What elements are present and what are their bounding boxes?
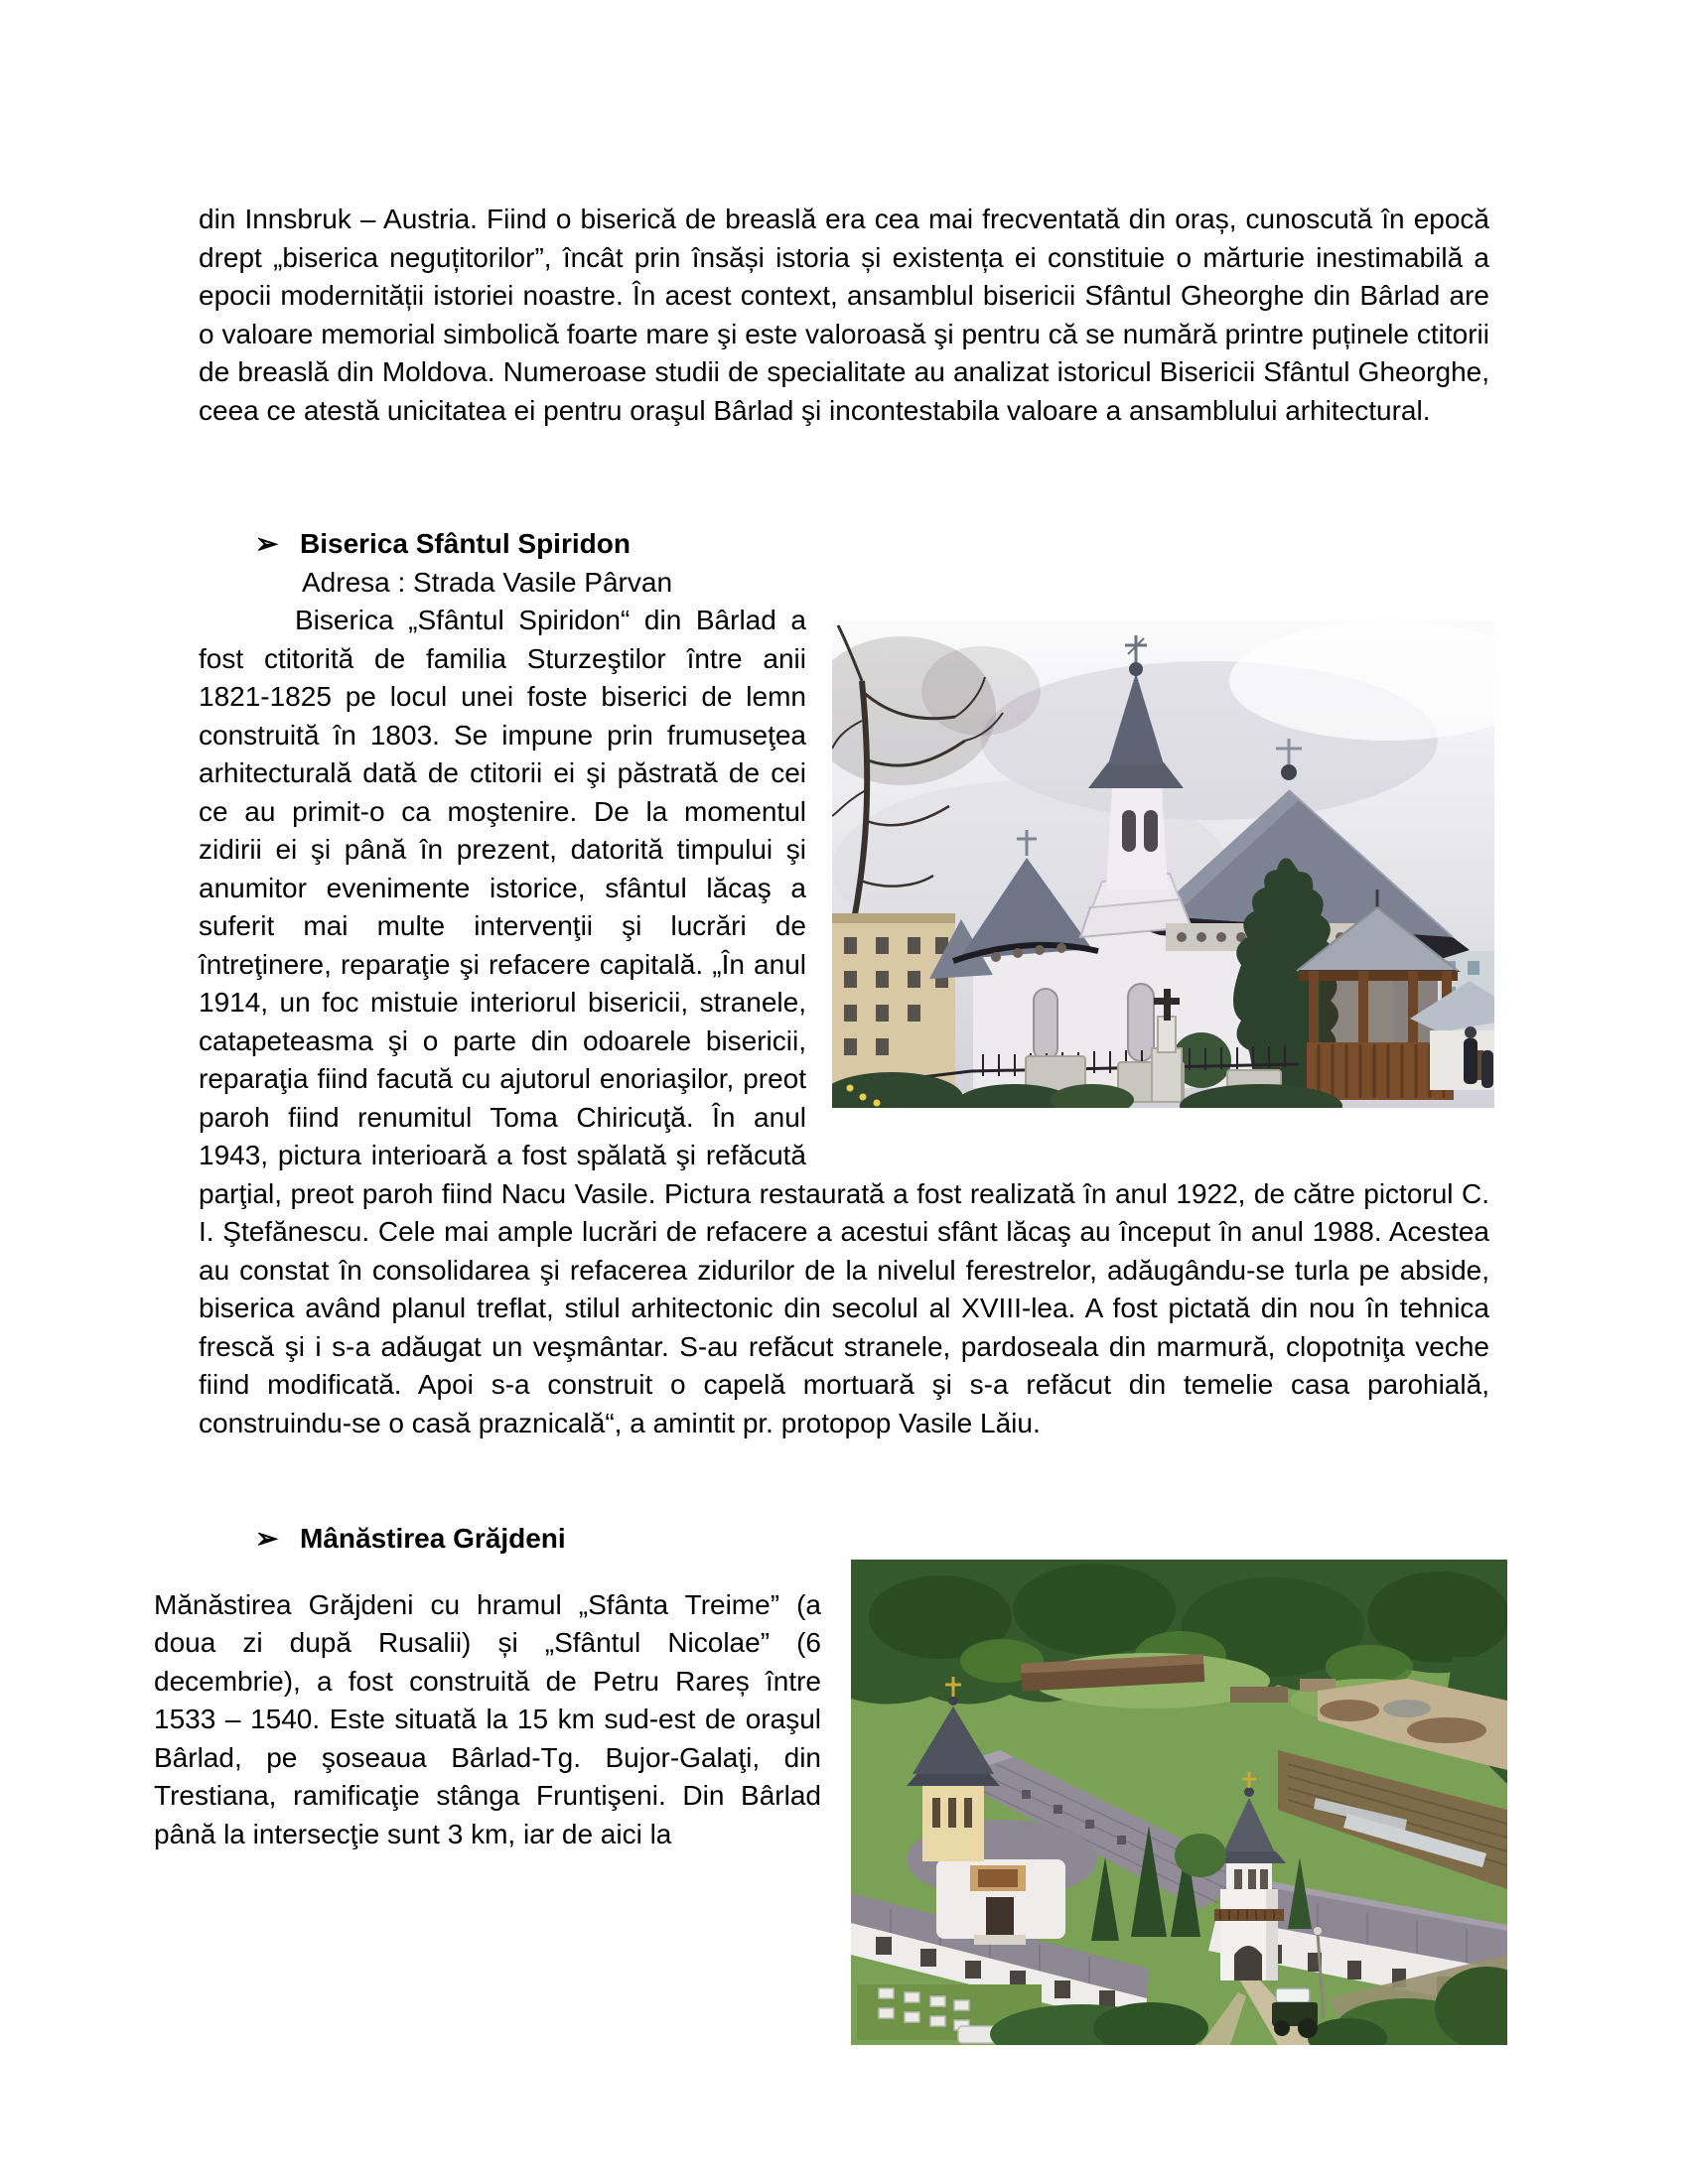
section-grajdeni <box>154 1586 1489 1854</box>
heading-grajdeni-label: Mânăstirea Grăjdeni <box>300 1523 566 1554</box>
heading-biserica-sfantul-spiridon <box>199 525 1489 564</box>
spiridon-paragraph: Biserica „Sfântul Spiridon“ din Bârlad a fost ctitorită de familia Sturzeştilor între anii 1821-1825 pe locul unei foste biserici de lemn construită în 1803. Se impune prin frumuseţea arhitecturală dată de ctitorii ei şi păstrată de cei ce au primit-o ca moştenire. De la momentul zidirii ei şi până în prezent, datorită timpului şi anumitor evenimente istorice, sfântul lăcaş a suferit mai multe intervenţii şi lucrări de întreţinere, reparaţie şi refacere capitală. „În anul 1914, un foc mistuie interiorul bisericii, stranele, catapeteasma şi o parte din odoarele bisericii, reparaţia fiind facută cu ajutorul enoriaşilor, preot paroh fiind renumitul Toma Chiricuţă. În anul 1943, pictura interioară a fost spălată şi refăcută parţial, preot paroh fiind Nacu Vasile. Pictura restaurată a fost realizată în anul 1922, de către pictorul C. I. Ştefănescu. Cele mai ample lucrări de refacere a acestui sfânt lăcaş au început în anul 1988. Acestea au constat în consolidarea şi refacerea zidurilor de la nivelul ferestrelor, adăugându-se turla pe abside, biserica având planul treflat, stilul arhitectonic din secolul al XVIII-lea. A fost pictată din nou în tehnica frescă şi i s-a adăugat un veşmântar. S-au refăcut stranele, pardoseala din marmură, clopotniţa veche fiind modificată. Apoi s-a construit o capelă mortuară şi s-a refăcut din temelie casa parohială, construindu-se o casă praznicală“, a amintit pr. protopop Vasile Lăiu. <box>199 605 1489 1438</box>
garden-slope <box>1278 1750 1507 1889</box>
heading-manastirea-grajdeni <box>199 1520 1489 1559</box>
monastery-grajdeni-aerial-photo <box>851 1560 1507 2045</box>
address-line: Adresa : Strada Vasile Pârvan <box>302 566 673 598</box>
shed <box>1230 1687 1288 1703</box>
heading-spiridon-label: Biserica Sfântul Spiridon <box>300 528 631 559</box>
section-spiridon <box>199 602 1489 1442</box>
grajdeni-paragraph: Mănăstirea Grăjdeni cu hramul „Sfânta Treime” (a doua zi după Rusalii) și „Sfântul Nicolae” (6 decembrie), a fost construită de Petru Rareș între 1533 – 1540. Este situată la 15 km sud-est de oraşul Bârlad, pe şoseaua Bârlad-Tg. Bujor-Galaţi, din Trestiana, ramificaţie stânga Fruntişeni. Din Bârlad până la intersecţie sunt 3 km, iar de aici la <box>154 1588 821 1849</box>
church-spiridon-photo <box>832 621 1494 1108</box>
apartment-building <box>832 913 955 1090</box>
intro-paragraph: din Innsbruk – Austria. Fiind o biserică de breaslă era cea mai frecventată din oraș, cunoscută în epocă drept „biserica neguțitorilor”, încât prin însăși istoria și existența ei constituie o mărturie inestimabilă a epocii modernității istoriei noastre. În acest context, ansamblul bisericii Sfântul Gheorghe din Bârlad are o valoare memorial simbolică foarte mare şi este valoroasă şi pentru că se numără printre puținele ctitorii de breaslă din Moldova. Numeroase studii de specialitate au analizat istoricul Bisericii Sfântul Gheorghe, ceea ce atestă unicitatea ei pentru oraşul Bârlad şi incontestabila valoare a ansamblului arhitectural. <box>199 204 1489 426</box>
arrow-bullet-icon: ➢ <box>255 1523 279 1554</box>
tree-blob <box>1175 1834 1226 1877</box>
arrow-bullet-icon: ➢ <box>255 528 279 559</box>
